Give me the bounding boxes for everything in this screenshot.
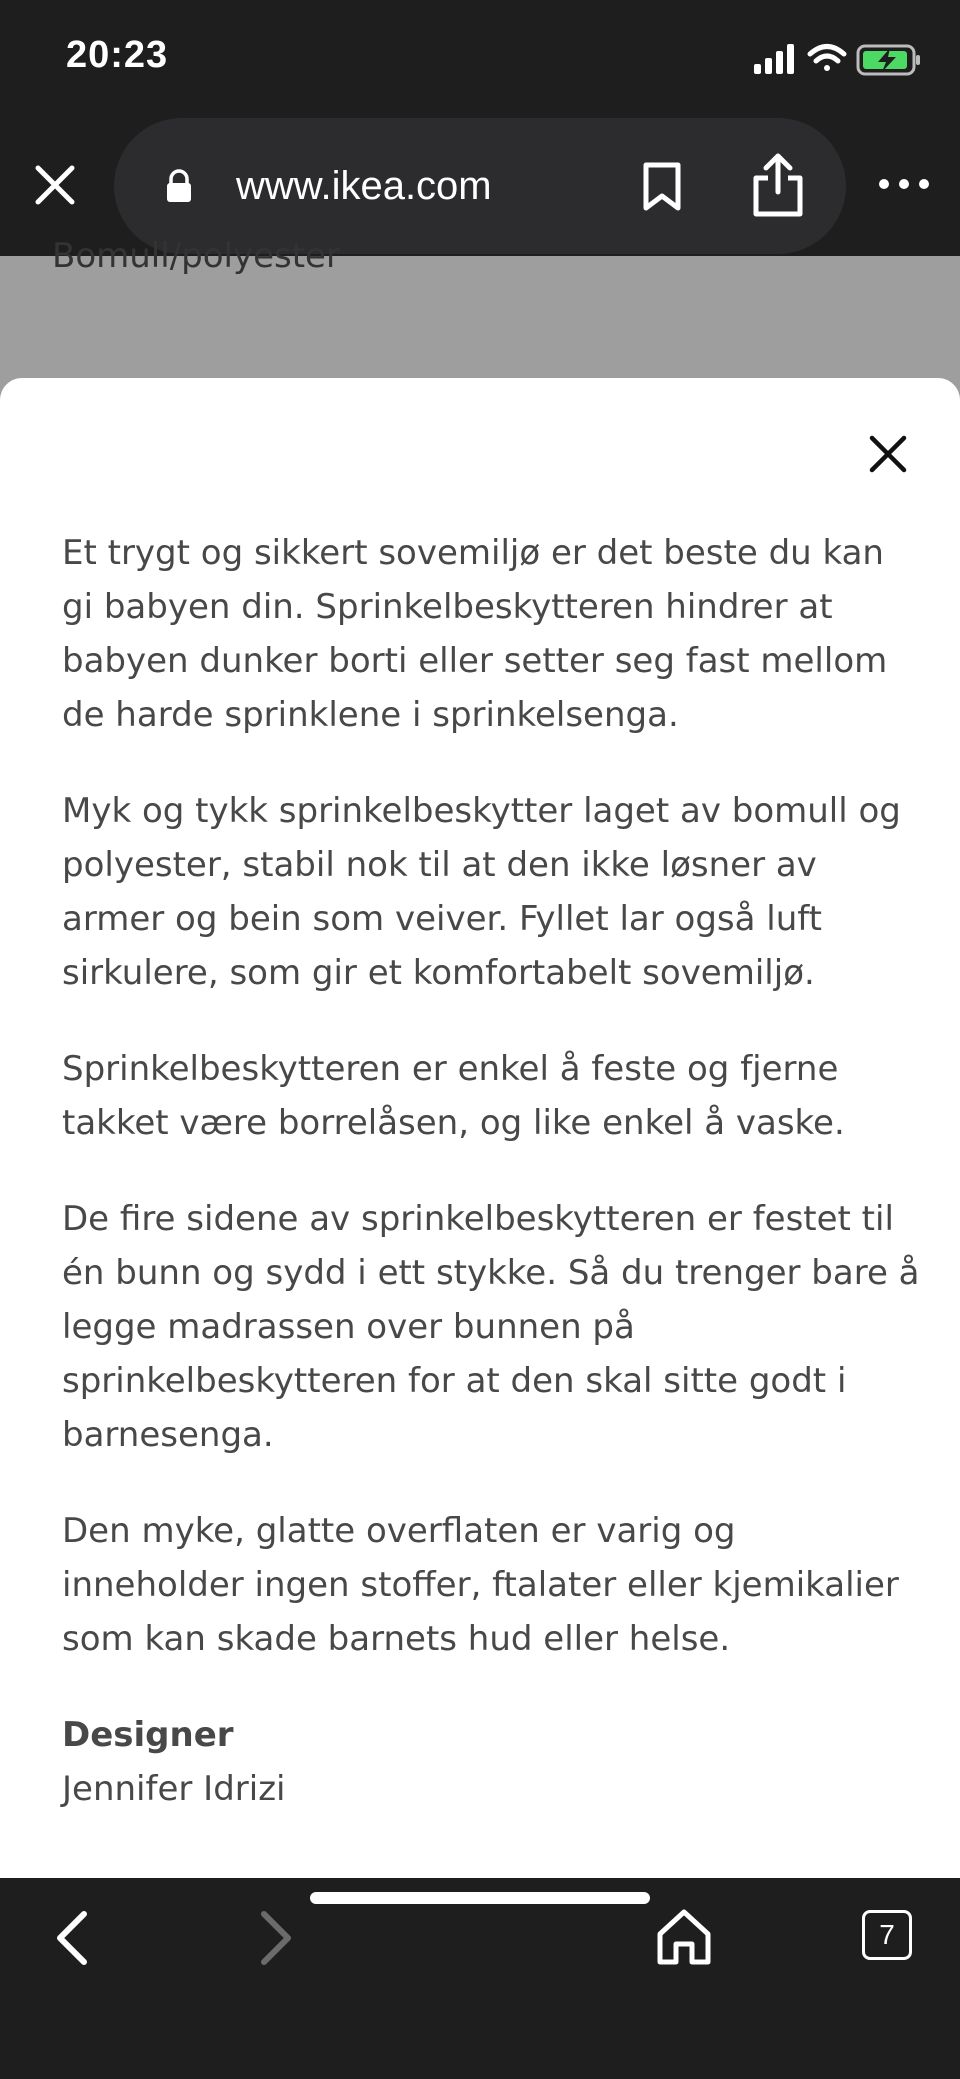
description-paragraph: Sprinkelbeskytteren er enkel å feste og fjerne takket være borrelåsen, og like enkel å vaske. — [62, 1049, 845, 1143]
description-paragraph: Et trygt og sikkert sovemiljø er det beste du kan gi babyen din. Sprinkelbeskytteren hindrer at babyen dunker borti eller setter seg fast mellom de harde sprinklene i sprinkelsenga. — [62, 533, 888, 735]
status-icons — [754, 40, 924, 80]
browser-toolbar — [0, 1878, 960, 2079]
wifi-icon — [810, 47, 844, 72]
url-text: www.ikea.com — [236, 164, 492, 208]
designer-heading: Designer — [62, 1715, 234, 1755]
status-bar — [0, 0, 960, 116]
browser-address-bar — [0, 116, 960, 256]
tabs-icon[interactable]: 7 — [862, 1910, 912, 1960]
back-icon[interactable] — [52, 1908, 92, 1968]
background-page-text: Bomull/polyester — [52, 236, 340, 276]
description-paragraph: De fire sidene av sprinkelbeskytteren er festet til én bunn og sydd i ett stykke. Så du trenger bare å legge madrassen over bunnen på sprinkelbeskytteren for at den skal sitte godt i barnesenga. — [62, 1199, 920, 1455]
battery-charging-icon — [858, 46, 920, 74]
home-icon[interactable] — [654, 1906, 714, 1966]
forward-icon[interactable] — [256, 1908, 296, 1968]
description-paragraph: Den myke, glatte overflaten er varig og inneholder ingen stoffer, ftalater eller kjemikalier som kan skade barnets hud eller helse. — [62, 1511, 899, 1659]
close-sheet-icon[interactable] — [866, 432, 910, 476]
product-description — [62, 526, 922, 1816]
signal-icon — [754, 44, 794, 74]
lock-icon — [164, 168, 194, 204]
product-details-sheet — [0, 378, 960, 1878]
close-icon[interactable] — [30, 160, 80, 210]
home-indicator[interactable] — [310, 1892, 650, 1904]
url-field[interactable] — [114, 118, 846, 254]
designer-name: Jennifer Idrizi — [62, 1769, 286, 1809]
more-icon[interactable] — [876, 174, 932, 194]
share-icon[interactable] — [750, 152, 806, 218]
bookmark-icon[interactable] — [640, 162, 684, 212]
status-time: 20:23 — [66, 34, 169, 76]
description-paragraph: Myk og tykk sprinkelbeskytter laget av bomull og polyester, stabil nok til at den ikke løsner av armer og bein som veiver. Fyllet lar også luft sirkulere, som gir et komfortabelt sovemiljø. — [62, 791, 901, 993]
